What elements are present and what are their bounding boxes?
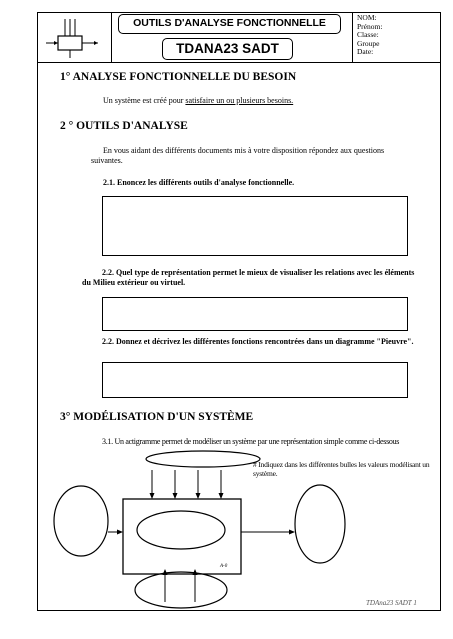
info-nom: NOM: xyxy=(357,13,377,22)
header-bottom-border xyxy=(37,62,441,63)
question-2-2: 2.2. Quel type de représentation permet le mieux de visualiser les relations avec les éléments du Milieu extérieur ou virtuel. xyxy=(82,268,415,287)
header-divider-right xyxy=(352,12,353,62)
section2-heading: 2 ° OUTILS D'ANALYSE xyxy=(60,120,188,132)
support-bubble[interactable] xyxy=(135,572,227,608)
section1-text xyxy=(103,96,403,106)
document-subtitle: TDANA23 SADT xyxy=(162,38,293,60)
function-bubble[interactable] xyxy=(137,511,225,549)
section1-heading: 1° ANALYSE FONCTIONNELLE DU BESOIN xyxy=(60,71,297,83)
section3-note: # Indiquez dans les différentes bulles les valeurs modélisant un système. xyxy=(253,460,430,478)
section1-text-prefix: Un système est créé pour xyxy=(103,96,186,105)
info-classe: Classe: xyxy=(357,30,379,40)
info-date: Date: xyxy=(357,47,374,57)
question-2-1: 2.1. Enoncez les différents outils d'analyse fonctionnelle. xyxy=(103,178,295,187)
section3-intro: 3.1. Un actigramme permet de modéliser un système par une représentation simple comme ci-dessous xyxy=(102,437,400,446)
section2-intro: En vous aidant des différents documents mis à votre disposition répondez aux questions suivantes. xyxy=(91,146,385,165)
box-label: A-0 xyxy=(220,564,228,569)
info-prenom: Prénom: xyxy=(357,21,383,31)
input-bubble[interactable] xyxy=(54,486,108,556)
actigram-logo-icon xyxy=(40,15,108,59)
answer-box-2-2[interactable] xyxy=(102,297,408,331)
control-bubble[interactable] xyxy=(146,451,260,467)
answer-box-2-1[interactable] xyxy=(102,196,408,256)
student-info-fields xyxy=(357,14,382,57)
control-arrows xyxy=(150,470,224,499)
function-box xyxy=(123,499,241,574)
question-2-3: 2.2. Donnez et décrivez les différentes fonctions rencontrées dans un diagramme "Pieuvre". xyxy=(102,337,414,346)
document-title: OUTILS D'ANALYSE FONCTIONNELLE xyxy=(118,14,341,34)
section3-heading: 3° MODÉLISATION D'UN SYSTÈME xyxy=(60,411,254,423)
actigram-diagram xyxy=(40,450,360,610)
page-footer: TDAna23 SADT 1 xyxy=(366,599,417,607)
output-bubble[interactable] xyxy=(295,485,345,563)
info-groupe: Groupe xyxy=(357,38,380,48)
section1-text-emphasis: satisfaire un ou plusieurs besoins. xyxy=(185,96,294,105)
header-divider-left xyxy=(111,12,112,62)
answer-box-2-3[interactable] xyxy=(102,362,408,398)
